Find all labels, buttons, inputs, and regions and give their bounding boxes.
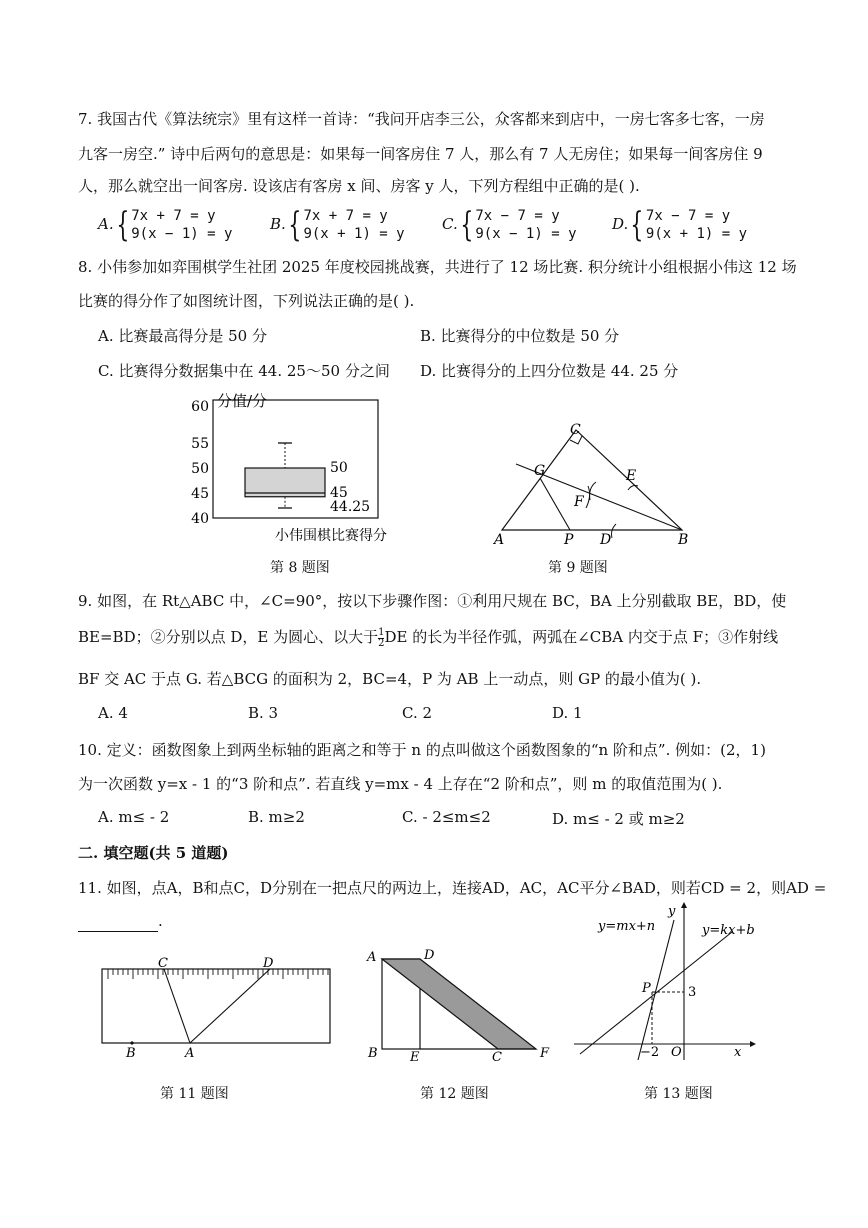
q9-line-2 xyxy=(78,626,778,649)
segment-ad xyxy=(190,969,270,1043)
q10-line-2: 为一次函数 y=x - 1 的“3 阶和点”. 若直线 y=mx - 4 上存在“2 阶和点”，则 m 的取值范围为( ). xyxy=(78,775,723,793)
eq-row: 9(x + 1) = y xyxy=(645,226,748,242)
label-b: B xyxy=(678,532,689,548)
label-p: P xyxy=(564,532,574,548)
q10-line-1: 10. 定义：函数图象上到两坐标轴的距离之和等于 n 的点叫做这个函数图象的“n 阶和点”. 例如：(2，1) xyxy=(78,741,766,759)
label-a: A xyxy=(367,950,377,965)
eq-row: 9(x − 1) = y xyxy=(131,226,233,242)
segment-gp xyxy=(540,478,570,530)
label-a: A xyxy=(494,532,505,548)
label-y: y xyxy=(668,904,676,919)
frac-den: 2 xyxy=(378,637,385,649)
q8-option-d: D. 比赛得分的上四分位数是 44. 25 分 xyxy=(420,362,679,380)
q7-option-c: C. { 7x − 7 = y 9(x − 1) = y xyxy=(442,205,577,245)
q8-line-2: 比赛的得分作了如图统计图，下列说法正确的是( ). xyxy=(78,292,415,310)
q7-line-2: 九客一房空.” 诗中后两句的意思是：如果每一间客房住 7 人，那么有 7 人无房住；如果每一间客房住 9 xyxy=(78,145,763,163)
triangle-abc xyxy=(502,430,682,530)
label-d: D xyxy=(600,532,612,548)
label-b: B xyxy=(368,1046,378,1061)
q8-option-c: C. 比赛得分数据集中在 44. 25～50 分之间 xyxy=(98,362,390,380)
answer-blank xyxy=(78,917,158,932)
label-line-mx-n: y=mx+n xyxy=(598,919,656,934)
point-b xyxy=(130,1041,133,1044)
q7-line-1: 7. 我国古代《算法统宗》里有这样一首诗：“我问开店李三公，众客都来到店中，一房七客多七客，一房 xyxy=(78,110,765,128)
q9-option-d: D. 1 xyxy=(552,704,583,722)
ruler-outline xyxy=(102,969,330,1043)
eq-row: 7x − 7 = y xyxy=(475,208,560,224)
section-2-heading: 二. 填空题(共 5 道题) xyxy=(78,844,229,862)
arc-mark xyxy=(612,524,617,538)
box-plot-chart xyxy=(175,390,390,550)
option-label: B. xyxy=(270,215,286,233)
label-f: F xyxy=(574,494,584,510)
fig11-caption: 第 11 题图 xyxy=(160,1086,229,1102)
box-value-label: 50 xyxy=(330,460,348,476)
q9-line-2b: DE 的长为半径作弧，两弧在∠CBA 内交于点 F；③作射线 xyxy=(384,628,779,646)
q9-option-b: B. 3 xyxy=(248,704,279,722)
q7-option-a: A. { 7x + 7 = y 9(x − 1) = y xyxy=(98,205,233,245)
q7-option-b: B. { 7x + 7 = y 9(x + 1) = y xyxy=(270,205,405,245)
frac-num: 1 xyxy=(378,626,385,638)
fig12-diagram xyxy=(362,945,562,1063)
q9-line-1: 9. 如图，在 Rt△ABC 中，∠C=90°，按以下步骤作图：①利用尺规在 BC，BA 上分别截取 BE，BD，使 xyxy=(78,592,787,610)
q8-option-b: B. 比赛得分的中位数是 50 分 xyxy=(420,327,620,345)
q10-option-c: C. - 2≤m≤2 xyxy=(402,808,491,826)
y-tick-label: 60 xyxy=(191,399,209,415)
y-axis-arrow xyxy=(681,902,687,908)
label-e: E xyxy=(410,1050,420,1063)
label-g: G xyxy=(534,463,546,479)
y-tick-label: 55 xyxy=(191,436,209,452)
fig8-caption: 第 8 题图 xyxy=(270,560,330,576)
fig13-coordinate-diagram xyxy=(570,900,760,1065)
option-label: A. xyxy=(98,215,114,233)
q10-option-a: A. m≤ - 2 xyxy=(98,808,170,826)
label-o: O xyxy=(671,1045,682,1060)
fig11-ruler-diagram xyxy=(96,955,341,1060)
box-value-label: 44.25 xyxy=(330,498,371,515)
y-tick-label: 45 xyxy=(191,486,209,502)
chart-title: 小伟围棋比赛得分 xyxy=(275,528,387,544)
q9-line-3: BF 交 AC 于点 G. 若△BCG 的面积为 2，BC=4，P 为 AB 上一动点，则 GP 的最小值为( ). xyxy=(78,670,702,688)
box-value-label: 45 xyxy=(330,485,348,501)
q8-option-a: A. 比赛最高得分是 50 分 xyxy=(98,327,267,345)
label-d: D xyxy=(424,948,435,963)
label-x: x xyxy=(734,1045,742,1060)
arc-mark xyxy=(590,482,596,500)
label-neg2: −2 xyxy=(640,1045,660,1060)
q9-option-a: A. 4 xyxy=(98,704,128,722)
label-f: F xyxy=(540,1046,550,1061)
label-d: D xyxy=(263,956,274,971)
eq-row: 9(x − 1) = y xyxy=(475,226,577,242)
fig9-caption: 第 9 题图 xyxy=(548,560,608,576)
label-c: C xyxy=(158,956,168,971)
fig12-caption: 第 12 题图 xyxy=(420,1086,489,1102)
x-axis-arrow xyxy=(750,1041,756,1047)
option-label: C. xyxy=(442,215,458,233)
y-axis-label: 分值/分 xyxy=(217,392,268,410)
segment-ac xyxy=(164,969,190,1043)
fig13-caption: 第 13 题图 xyxy=(644,1086,713,1102)
label-line-kx-b: y=kx+b xyxy=(702,923,755,938)
label-c: C xyxy=(570,422,581,438)
q9-line-2a: BE=BD；②分别以点 D，E 为圆心、以大于 xyxy=(78,628,379,646)
label-p: P xyxy=(642,981,651,996)
label-3: 3 xyxy=(688,985,697,1000)
q10-option-d: D. m≤ - 2 或 m≥2 xyxy=(552,810,685,828)
shaded-parallelogram xyxy=(382,959,536,1049)
arc-mark xyxy=(586,486,590,508)
label-c: C xyxy=(492,1050,502,1063)
q11-end: . xyxy=(158,912,163,930)
fig9-diagram xyxy=(488,418,703,553)
label-e: E xyxy=(626,468,637,484)
eq-row: 7x + 7 = y xyxy=(303,208,388,224)
q7-option-d: D. { 7x − 7 = y 9(x + 1) = y xyxy=(612,205,748,245)
q7-line-3: 人，那么就空出一间客房. 设该店有客房 x 间、房客 y 人，下列方程组中正确的是( ). xyxy=(78,177,640,195)
option-label: D. xyxy=(612,215,629,233)
q8-line-1: 8. 小伟参加如弈围棋学生社团 2025 年度校园挑战赛，共进行了 12 场比赛. 积分统计小组根据小伟这 12 场 xyxy=(78,258,797,276)
eq-row: 9(x + 1) = y xyxy=(303,226,405,242)
y-tick-label: 40 xyxy=(191,511,209,527)
eq-row: 7x + 7 = y xyxy=(131,208,216,224)
y-tick-label: 50 xyxy=(191,461,209,477)
line-kx-b xyxy=(580,932,732,1054)
eq-row: 7x − 7 = y xyxy=(645,208,731,224)
q11-answer-line xyxy=(78,910,163,932)
label-b: B xyxy=(126,1046,136,1060)
q11-line-1: 11. 如图，点A，B和点C，D分别在一把点尺的两边上，连接AD，AC，AC平分∠BAD，则若CD = 2，则AD = xyxy=(78,879,827,897)
q9-option-c: C. 2 xyxy=(402,704,433,722)
q10-option-b: B. m≥2 xyxy=(248,808,305,826)
label-a: A xyxy=(185,1046,195,1060)
